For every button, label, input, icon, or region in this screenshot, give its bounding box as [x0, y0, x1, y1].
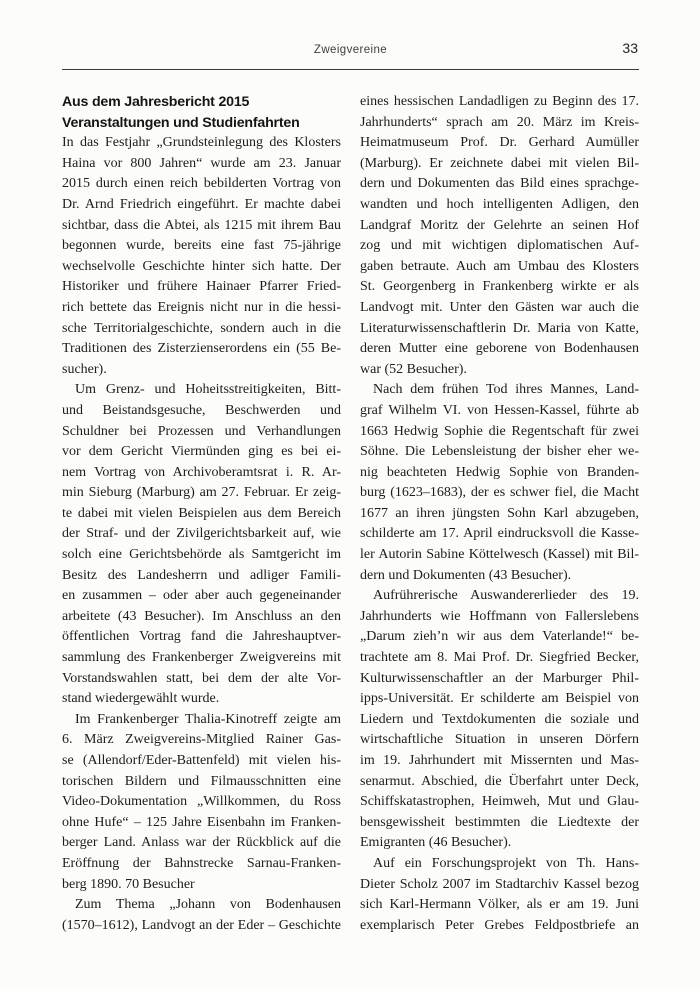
- section-heading: Aus dem Jahresbericht 2015: [62, 94, 250, 110]
- text-line: Zum Thema „Johann von Bodenhausen: [75, 897, 341, 913]
- text-line: Haina vor 800 Jahren“ wurde am 23. Januar: [62, 155, 341, 171]
- text-line: eines hessischen Landadligen zu Beginn des 17.: [360, 94, 639, 109]
- text-line: exemplarisch Peter Grebes Feldpostbriefe an: [360, 917, 639, 933]
- text-line: vor dem Gericht Viermünden ging es bei ei-: [62, 444, 341, 460]
- text-line: en zusammen – oder aber auch gegeneinander: [62, 588, 341, 604]
- text-line: war (52 Besucher).: [360, 361, 467, 377]
- text-line: schilderte am 17. April eindrucksvoll die Kasse-: [360, 526, 639, 542]
- text-line: Im Frankenberger Thalia-Kinotreff zeigte am: [75, 711, 341, 727]
- text-line: Söhne. Die Lebensleistung der bisher eher we-: [360, 444, 639, 460]
- text-line: Vorstandswahlen statt, bei dem der alte Vor-: [62, 670, 341, 686]
- text-line: Landgraf Moritz der Gelehrte an seinen Hof: [360, 217, 639, 233]
- section-heading: Veranstaltungen und Studienfahrten: [62, 114, 300, 131]
- text-line: sichtbar, dass die Abtei, als 1215 mit ihrem Bau: [62, 217, 341, 233]
- text-line: Auf ein Forschungsprojekt von Th. Hans-: [373, 855, 639, 871]
- text-line: trachtete am 8. Mai Prof. Dr. Siegfried Becker,: [360, 650, 639, 666]
- text-line: Kulturwissenschaftler an der Marburger Phil-: [360, 670, 639, 686]
- text-line: Jahrhunderts wie Hoffmann von Fallerslebens: [360, 608, 639, 624]
- text-line: Landvogt mit. Unter den Gästen war auch die: [360, 299, 639, 315]
- text-line: und Beistandsgesuche, Beschwerden und: [62, 402, 341, 418]
- text-line: wechselvolle Geschichte hinter sich hatte. Der: [62, 258, 341, 274]
- text-line: nig beachteten Hedwig Sophie von Branden-: [360, 464, 639, 480]
- right-column: [360, 92, 639, 936]
- text-line: graf Wilhelm VI. von Hessen-Kassel, führte ab: [360, 402, 639, 418]
- text-line: sammlung des Frankenberger Zweigvereins mit: [62, 650, 341, 666]
- text-line: se (Allendorf/Eder-Battenfeld) mit vielen his-: [62, 753, 341, 768]
- text-line: senarmut. Abschied, die Überfahrt unter Deck,: [360, 773, 639, 789]
- text-line: zog und mit wichtigen diplomatischen Auf-: [360, 238, 639, 254]
- text-line: Emigranten (46 Besucher).: [360, 835, 512, 851]
- text-line: Besitz des Landesherrn und adliger Famili-: [62, 567, 341, 583]
- text-line: Traditionen des Zisterzienserordens ein (55 Be-: [62, 341, 341, 357]
- page-number: 33: [622, 40, 638, 56]
- text-line: Aufrührerische Auswandererlieder des 19.: [373, 588, 639, 604]
- text-line: Um Grenz- und Hoheitsstreitigkeiten, Bitt-: [75, 382, 341, 398]
- text-line: Dr. Arnd Friedrich eingeführt. Er machte dabei: [62, 196, 341, 212]
- text-line: bensgewissheit bestimmten die Liedtexte der: [360, 814, 639, 830]
- text-line: arbeitete (43 Besucher). Im Anschluss an den: [62, 608, 341, 624]
- text-line: berger Land. Anlass war der Rückblick auf die: [62, 835, 341, 851]
- text-line: Video-Dokumentation „Willkommen, du Ross: [62, 794, 341, 810]
- header-divider: [62, 69, 639, 70]
- text-line: Literaturwissenschaftlerin Dr. Maria von Katte,: [360, 320, 639, 336]
- text-line: ler Autorin Sabine Köttelwesch (Kassel) mit Bil-: [360, 547, 639, 563]
- text-line: 6. März Zweigvereins-Mitglied Rainer Gas-: [62, 732, 341, 748]
- left-column: [62, 92, 341, 936]
- text-line: Eröffnung der Bahnstrecke Sarnau-Franken-: [62, 855, 341, 871]
- text-line: im 19. Jahrhundert mit Missernten und Mas-: [360, 753, 639, 768]
- text-line: min Sieburg (Marburg) am 27. Februar. Er zeig-: [62, 485, 341, 501]
- text-line: ipps-Universität. Er schilderte am Beispiel von: [360, 691, 639, 707]
- running-head-title: Zweigvereine: [313, 44, 388, 56]
- text-line: (1570–1612), Landvogt an der Eder – Geschichte: [62, 917, 341, 933]
- text-columns: [62, 92, 639, 936]
- text-line: (Marburg). Er zeichnete dabei mit vielen Bil-: [360, 155, 639, 171]
- text-line: In das Festjahr „Grundsteinlegung des Klosters: [62, 135, 341, 151]
- text-line: sche Territorialgeschichte, sondern auch in die: [62, 320, 341, 336]
- text-line: torischen Bildern und Filmausschnitten eine: [62, 773, 341, 789]
- text-line: Jahrhunderts“ sprach am 20. März im Kreis-: [360, 114, 639, 130]
- text-line: dern und Dokumenten das Bild eines sprachge-: [360, 176, 639, 192]
- text-line: öffentlichen Vortrag fand die Jahreshauptver-: [62, 629, 341, 645]
- text-line: burg (1623–1683), der es schwer fiel, die Macht: [360, 485, 639, 501]
- text-line: Schuldner bei Prozessen und Verhandlungen: [62, 423, 341, 439]
- text-line: solch eine Gerichtsbehörde als Samtgericht im: [62, 547, 341, 563]
- text-line: Historiker und frühere Hainaer Pfarrer Fried-: [62, 279, 341, 295]
- text-line: ohne Hufe“ – 125 Jahre Eisenbahn im Franken-: [62, 814, 341, 830]
- text-line: dern und Dokumenten (43 Besucher).: [360, 567, 572, 583]
- text-line: sucher).: [62, 361, 107, 377]
- text-line: Dieter Scholz 2007 im Stadtarchiv Kassel bezog: [360, 876, 639, 892]
- text-line: stand wiedergewählt wurde.: [62, 691, 220, 707]
- text-line: 1677 an ihren jüngsten Sohn Karl abzugeben,: [360, 505, 639, 521]
- text-line: sich Karl-Hermann Völker, als er am 19. Juni: [360, 897, 639, 913]
- text-line: 1663 Hedwig Sophie die Regentschaft für zwei: [360, 423, 639, 439]
- text-line: Liedern und Textdokumenten die soziale und: [360, 711, 639, 727]
- text-line: St. Georgenberg in Frankenberg wirkte er als: [360, 279, 639, 295]
- text-line: wandten und hoch intelligenten Adligen, den: [360, 196, 639, 212]
- text-line: berg 1890. 70 Besucher: [62, 876, 195, 892]
- text-line: Nach dem frühen Tod ihres Mannes, Land-: [373, 382, 639, 398]
- text-line: nem Vortrag von Archivoberamtsrat i. R. Ar-: [62, 464, 341, 480]
- text-line: gaben betraute. Auch am Umbau des Klosters: [360, 258, 639, 274]
- text-line: rich bettete das Ereignis nicht nur in die hessi-: [62, 299, 341, 315]
- text-line: te dabei mit vielen Beispielen aus dem Bereich: [62, 505, 341, 521]
- text-line: 2015 durch einen reich bebilderten Vortrag von: [62, 176, 341, 192]
- text-line: begonnen wurde, bereits eine fast 75-jährige: [62, 238, 341, 254]
- text-line: deren Mutter eine geborene von Bodenhausen: [360, 341, 639, 357]
- text-line: Heimatmuseum Prof. Dr. Gerhard Aumüller: [360, 135, 639, 151]
- text-line: wirtschaftliche Situation in unseren Dörfern: [360, 732, 639, 748]
- text-line: der Straf- und der Zivilgerichtsbarkeit auf, wie: [62, 526, 341, 542]
- text-line: Schiffskatastrophen, Heimweh, Mut und Glau-: [360, 794, 639, 810]
- text-line: „Darum zieh’n wir aus dem Vaterlande!“ be-: [360, 629, 639, 645]
